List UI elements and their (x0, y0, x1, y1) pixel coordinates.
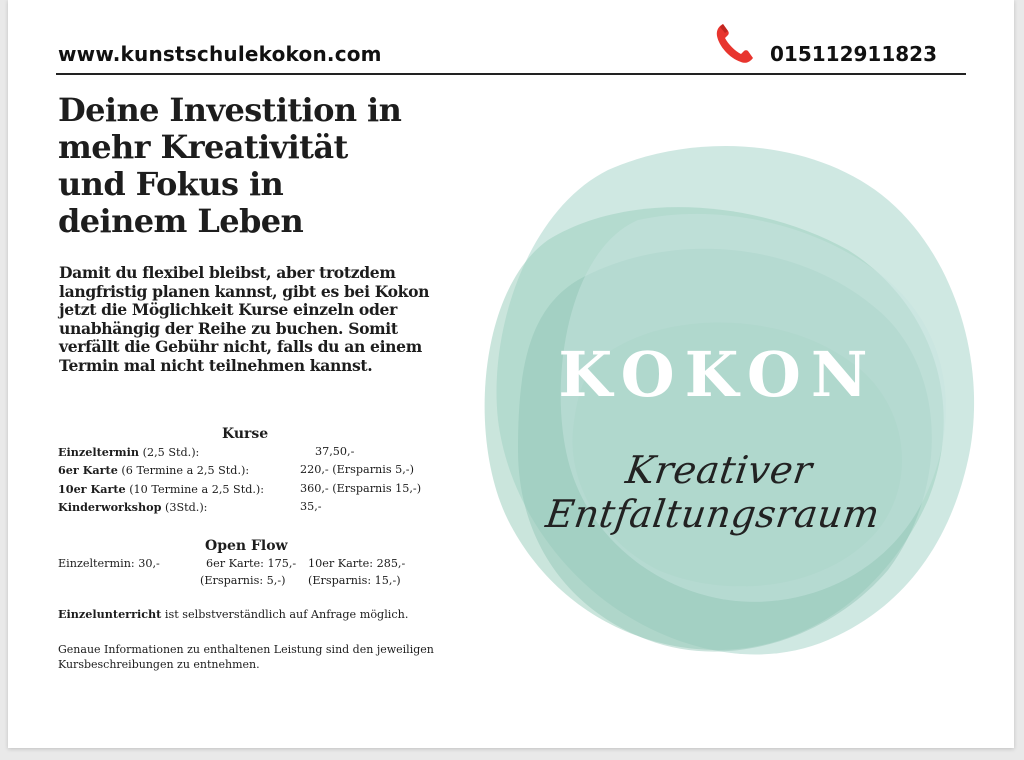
kurse-row-label: Kinderworkshop (3Std.): (58, 500, 208, 514)
headline-line: Deine Investition in (58, 91, 402, 129)
header-divider (56, 73, 966, 75)
openflow-10er-ersparnis: (Ersparnis: 15,-) (308, 574, 401, 587)
einzelunterricht-note: Einzelunterricht ist selbstverständlich auf Anfrage möglich. (58, 607, 409, 621)
headline (58, 92, 458, 240)
logo-tagline: Kreativer Entfaltungsraum (543, 448, 883, 536)
kurse-row-label: Einzeltermin (2,5 Std.): (58, 445, 200, 459)
kurse-row-price: 35,- (300, 500, 322, 513)
headline-line: und Fokus in (58, 165, 284, 203)
flyer-page (8, 0, 1014, 748)
openflow-einzeltermin: Einzeltermin: 30,- (58, 557, 160, 570)
logo-wordmark: KOKON (558, 338, 878, 411)
kurse-row-price: 220,- (Ersparnis 5,-) (300, 463, 414, 476)
kurse-row-label: 6er Karte (6 Termine a 2,5 Std.): (58, 463, 250, 477)
headline-line: deinem Leben (58, 202, 304, 240)
kurse-row-price: 360,- (Ersparnis 15,-) (300, 482, 422, 495)
openflow-6er-karte: 6er Karte: 175,- (206, 557, 297, 570)
kokon-logo-graphic (428, 110, 988, 730)
phone-icon[interactable] (713, 20, 757, 66)
openflow-6er-ersparnis: (Ersparnis: 5,-) (200, 574, 286, 587)
info-note: Genaue Informationen zu enthaltenen Leistung sind den jeweiligen Kursbeschreibungen zu entnehmen. (58, 643, 434, 671)
openflow-10er-karte: 10er Karte: 285,- (308, 557, 406, 570)
headline-line: mehr Kreativität (58, 128, 348, 166)
intro-paragraph: Damit du flexibel bleibst, aber trotzdem langfristig planen kannst, gibt es bei Kokon jetzt die Möglichkeit Kurse einzeln oder unabhängig der Reihe zu buchen. Somit verfällt die Gebühr nicht, falls du an einem Termin mal nicht teilnehmen kannst. (59, 263, 430, 375)
website-url[interactable]: www.kunstschulekokon.com (58, 42, 382, 66)
kurse-row-label: 10er Karte (10 Termine a 2,5 Std.): (58, 482, 265, 496)
phone-number[interactable]: 015112911823 (770, 42, 937, 66)
kurse-title: Kurse (222, 426, 269, 442)
openflow-title: Open Flow (205, 538, 288, 554)
kurse-row-price: 37,50,- (315, 445, 355, 458)
